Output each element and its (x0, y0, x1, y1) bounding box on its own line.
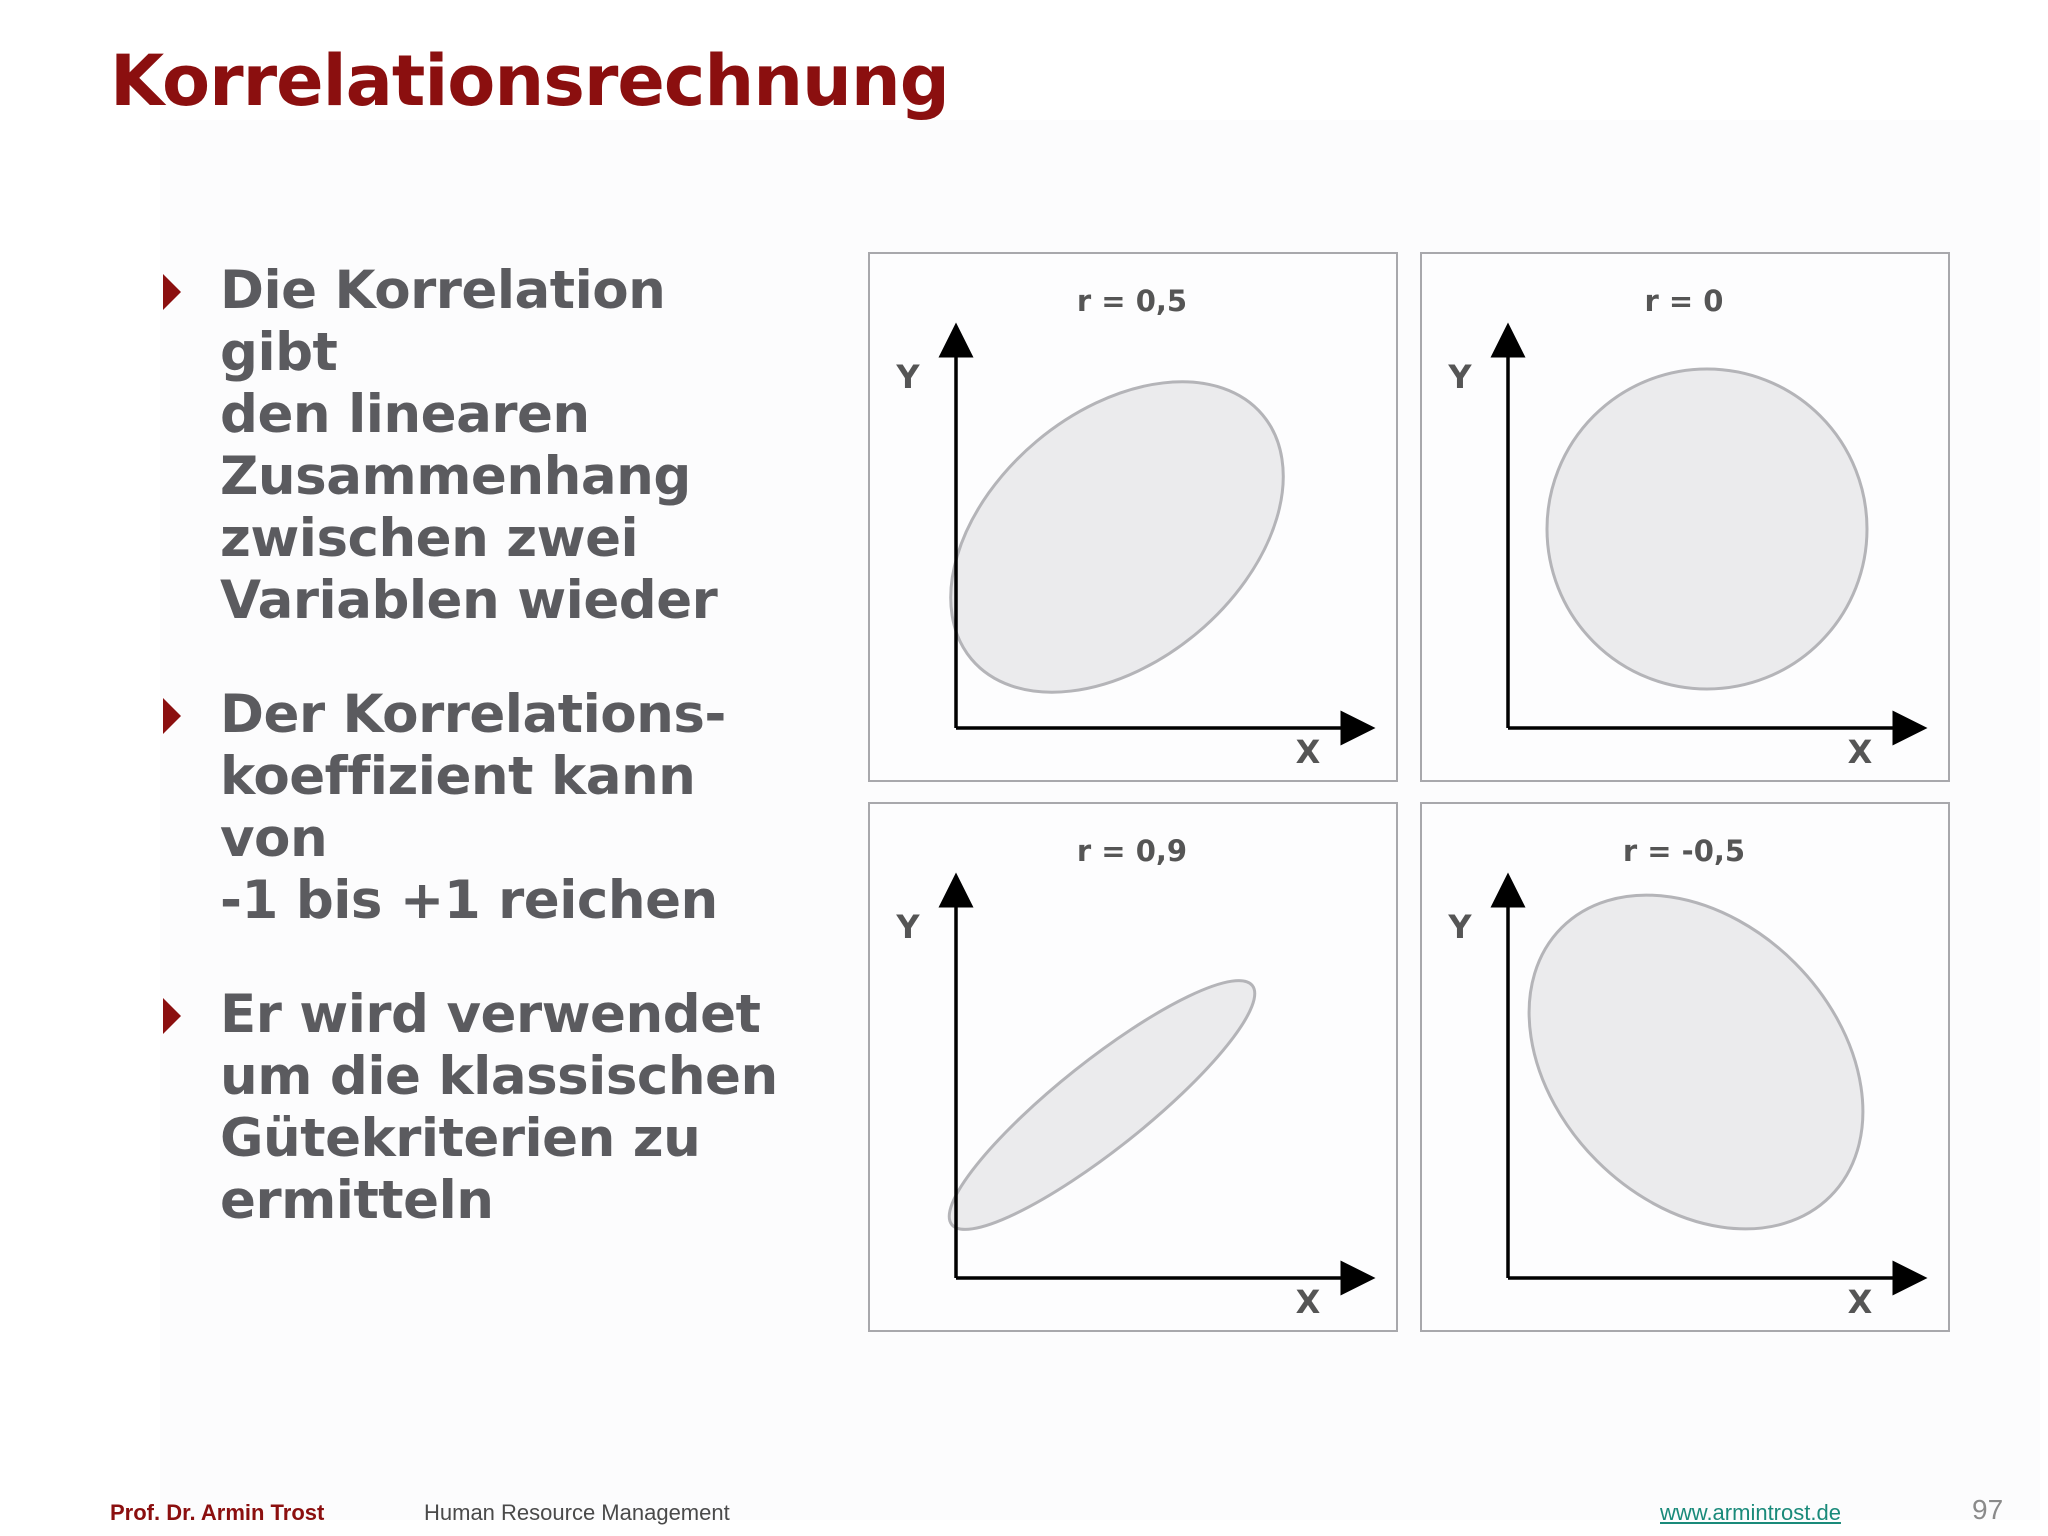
bullet-item (160, 260, 800, 632)
triangle-bullet-icon (163, 998, 181, 1034)
x-axis-label: X (1295, 733, 1321, 771)
website-link[interactable]: www.armintrost.de (1660, 1500, 1841, 1525)
y-axis-label: Y (896, 908, 920, 946)
correlation-ellipse (1463, 829, 1930, 1296)
correlation-panel (868, 802, 1398, 1332)
scatter-diagram (870, 804, 1396, 1330)
scatter-diagram (1422, 804, 1948, 1330)
correlation-ellipse (891, 319, 1343, 755)
triangle-bullet-icon (163, 274, 181, 310)
correlation-label: r = 0,5 (1076, 284, 1188, 318)
bullet-item (160, 984, 800, 1232)
correlation-ellipse (1547, 369, 1867, 689)
scatter-diagram (870, 254, 1396, 780)
x-axis-label: X (1847, 733, 1873, 771)
correlation-ellipse (924, 951, 1279, 1259)
y-axis-label: Y (896, 358, 920, 396)
page-number: 97 (1972, 1494, 2004, 1525)
bullet-list (160, 260, 800, 1284)
slide-title: Korrelationsrechnung (110, 40, 949, 122)
y-axis-label: Y (1448, 358, 1472, 396)
triangle-bullet-icon (163, 698, 181, 734)
correlation-label: r = -0,5 (1622, 834, 1746, 868)
x-axis-label: X (1847, 1283, 1873, 1321)
x-axis-label: X (1295, 1283, 1321, 1321)
correlation-panel (1420, 802, 1950, 1332)
y-axis-label: Y (1448, 908, 1472, 946)
correlation-panel (1420, 252, 1950, 782)
bullet-text: Er wird verwendet um die klassischen Gütekriterien zu ermitteln (220, 984, 778, 1231)
bullet-text: Der Korrelations- koeffizient kann von -1 bis +1 reichen (220, 684, 726, 931)
footer-author: Prof. Dr. Armin Trost (110, 1500, 325, 1525)
footer-course: Human Resource Management (424, 1500, 730, 1525)
bullet-item (160, 684, 800, 932)
correlation-label: r = 0 (1644, 284, 1724, 318)
correlation-label: r = 0,9 (1076, 834, 1188, 868)
bullet-text: Die Korrelation gibt den linearen Zusammenhang zwischen zwei Variablen wieder (220, 260, 718, 631)
scatter-diagram (1422, 254, 1948, 780)
correlation-panel (868, 252, 1398, 782)
